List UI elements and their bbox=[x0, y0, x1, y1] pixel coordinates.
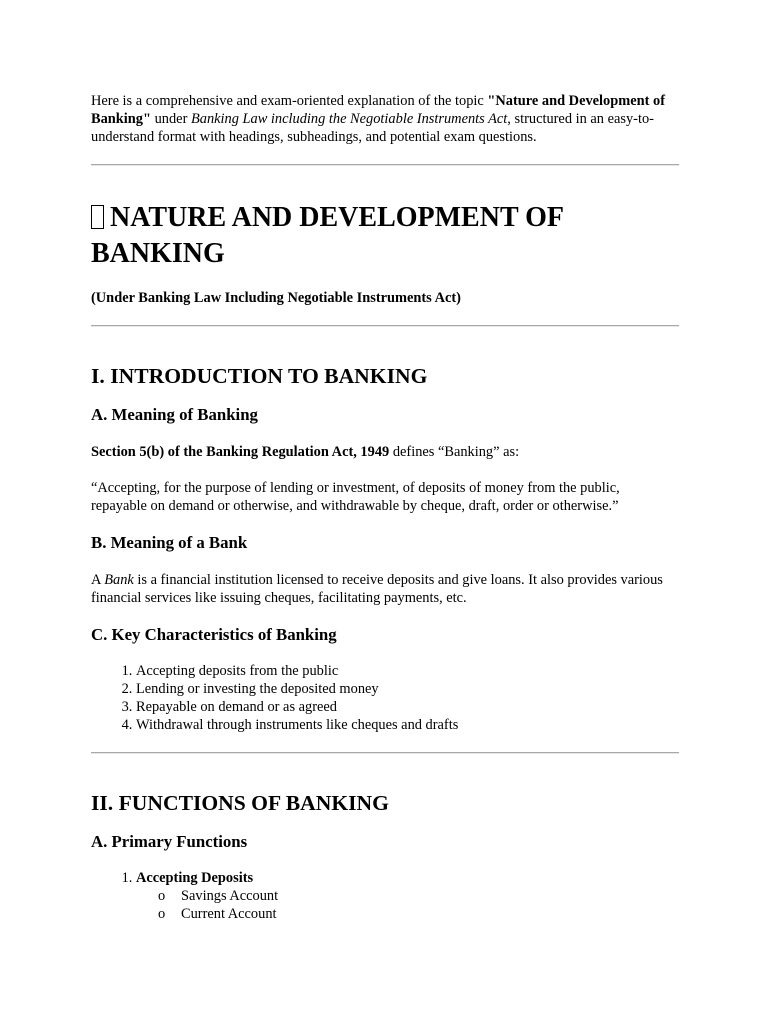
divider bbox=[91, 325, 679, 327]
divider bbox=[91, 752, 679, 754]
missing-glyph-icon bbox=[91, 205, 104, 229]
sub-list bbox=[136, 887, 679, 923]
intro-text-2: under bbox=[151, 111, 191, 127]
intro-paragraph bbox=[91, 92, 679, 146]
subheading-key-characteristics: C. Key Characteristics of Banking bbox=[91, 625, 337, 644]
section-heading-introduction: I. INTRODUCTION TO BANKING bbox=[91, 364, 428, 388]
functions-list bbox=[91, 869, 679, 923]
divider bbox=[91, 164, 679, 166]
list-item: 3. Repayable on demand or as agreed bbox=[136, 698, 679, 716]
definition-source: Section 5(b) of the Banking Regulation Act, 1949 bbox=[91, 444, 390, 460]
intro-text-3: , structured in an easy-to-understand format with headings, subheadings, and potential exam questions. bbox=[91, 111, 654, 145]
list-item: 1. Accepting deposits from the public bbox=[136, 662, 679, 680]
main-title bbox=[91, 200, 679, 272]
bank-text: is a financial institution licensed to receive deposits and give loans. It also provides various financial services like issuing cheques, facilitating payments, etc. bbox=[91, 572, 663, 606]
list-item bbox=[136, 869, 679, 923]
sub-list-item: o Savings Account bbox=[181, 887, 679, 905]
function-label: Accepting Deposits bbox=[136, 870, 254, 886]
bank-text-prefix: A bbox=[91, 572, 105, 588]
subheading-primary-functions: A. Primary Functions bbox=[91, 832, 248, 851]
subheading-meaning-of-bank: B. Meaning of a Bank bbox=[91, 533, 248, 552]
definition-text: defines “Banking” as: bbox=[389, 444, 520, 460]
list-item: 2. Lending or investing the deposited money bbox=[136, 680, 679, 698]
sub-list-item: o Current Account bbox=[181, 905, 679, 923]
definition-quote: “Accepting, for the purpose of lending or investment, of deposits of money from the public, repayable on demand or otherwise, and withdrawable by cheque, draft, order or otherwise.” bbox=[91, 480, 620, 514]
characteristics-list bbox=[91, 662, 679, 734]
main-title-text: NATURE AND DEVELOPMENT OF BANKING bbox=[91, 202, 563, 269]
intro-text-1: Here is a comprehensive and exam-oriented explanation of the topic bbox=[91, 93, 488, 109]
subheading-meaning-of-banking: A. Meaning of Banking bbox=[91, 405, 258, 424]
intro-subject-italic: Banking Law including the Negotiable Instruments Act bbox=[190, 111, 508, 127]
section-heading-functions: II. FUNCTIONS OF BANKING bbox=[91, 791, 389, 815]
intro-topic-bold: "Nature and Development of Banking" bbox=[91, 93, 665, 127]
definition-paragraph bbox=[91, 443, 679, 461]
subtitle: (Under Banking Law Including Negotiable Instruments Act) bbox=[91, 290, 461, 306]
document-body bbox=[91, 92, 679, 923]
bank-paragraph bbox=[91, 571, 679, 607]
bank-term-italic: Bank bbox=[104, 572, 134, 588]
list-item: 4. Withdrawal through instruments like cheques and drafts bbox=[136, 716, 679, 734]
